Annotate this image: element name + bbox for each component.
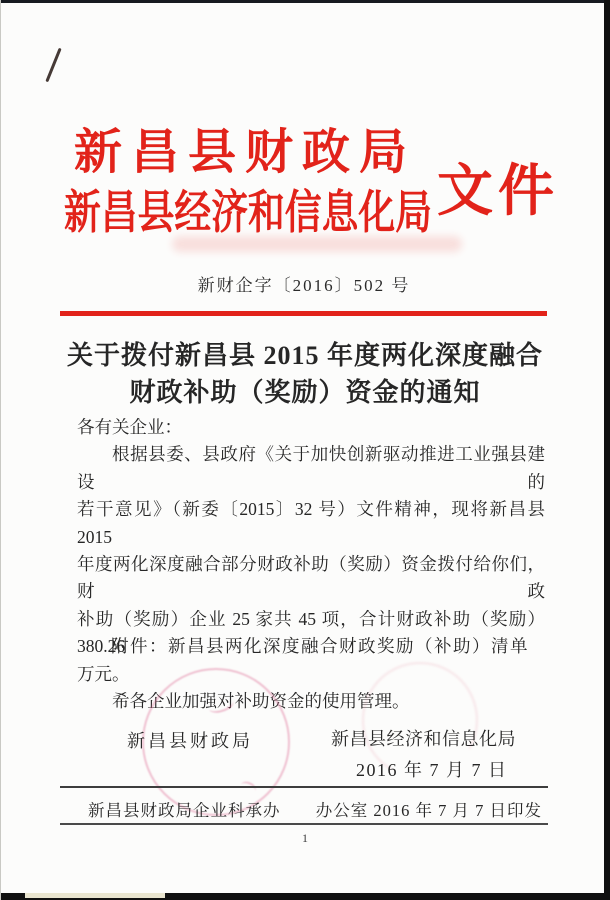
document-body xyxy=(77,414,545,715)
ink-ghost-smudge xyxy=(172,236,462,252)
attachment-note: 附件：新昌县两化深度融合财政奖励（补助）清单 xyxy=(111,636,529,656)
footer-divider-top xyxy=(60,786,548,788)
scan-edge-top xyxy=(0,0,610,3)
footer-print-issue-info: 办公室 2016 年 7 月 7 日印发 xyxy=(315,801,542,820)
red-divider-rule xyxy=(60,311,547,316)
letterhead-org-finance-bureau: 新昌县财政局 xyxy=(74,126,417,179)
body-line: 补助（奖励）企业 25 家共 45 项，合计财政补助（奖励）380.26 xyxy=(77,608,545,657)
footer-handling-department: 新昌县财政局企业科承办 xyxy=(88,801,281,820)
pen-mark xyxy=(45,48,61,83)
footer-row xyxy=(60,797,548,821)
seal-mark xyxy=(238,779,257,796)
document-title-line-2: 财政补助（奖励）资金的通知 xyxy=(129,378,481,407)
footer-divider-bottom xyxy=(60,823,548,825)
body-line: 万元。 xyxy=(77,663,130,684)
scan-edge-right xyxy=(604,0,610,900)
body-line: 若干意见》（新委〔2015〕32 号）文件精神，现将新昌县 2015 xyxy=(77,499,545,547)
body-line: 根据县委、县政府《关于加快创新驱动推进工业强县建设的 xyxy=(77,444,545,492)
letterhead-org-economy-information-bureau: 新昌县经济和信息化局 xyxy=(64,187,432,238)
signature-org-economy-information-bureau: 新昌县经济和信息化局 xyxy=(331,729,516,749)
body-salutation: 各有关企业： xyxy=(77,417,182,437)
body-closing-line: 希各企业加强对补助资金的使用管理。 xyxy=(112,691,410,712)
page-number: 1 xyxy=(302,831,308,845)
letterhead-document-label: 文件 xyxy=(437,161,559,223)
signature-date: 2016 年 7 月 7 日 xyxy=(356,760,508,780)
document-title xyxy=(45,337,565,411)
document-reference-number: 新财企字〔2016〕502 号 xyxy=(197,276,411,295)
document-title-line-1: 关于拨付新昌县 2015 年度两化深度融合 xyxy=(66,341,543,370)
scan-edge-artifact xyxy=(25,893,165,898)
scan-edge-left xyxy=(0,0,1,900)
signature-org-finance-bureau: 新昌县财政局 xyxy=(127,731,253,751)
body-line: 年度两化深度融合部分财政补助（奖励）资金拨付给你们，财政 xyxy=(77,554,545,602)
